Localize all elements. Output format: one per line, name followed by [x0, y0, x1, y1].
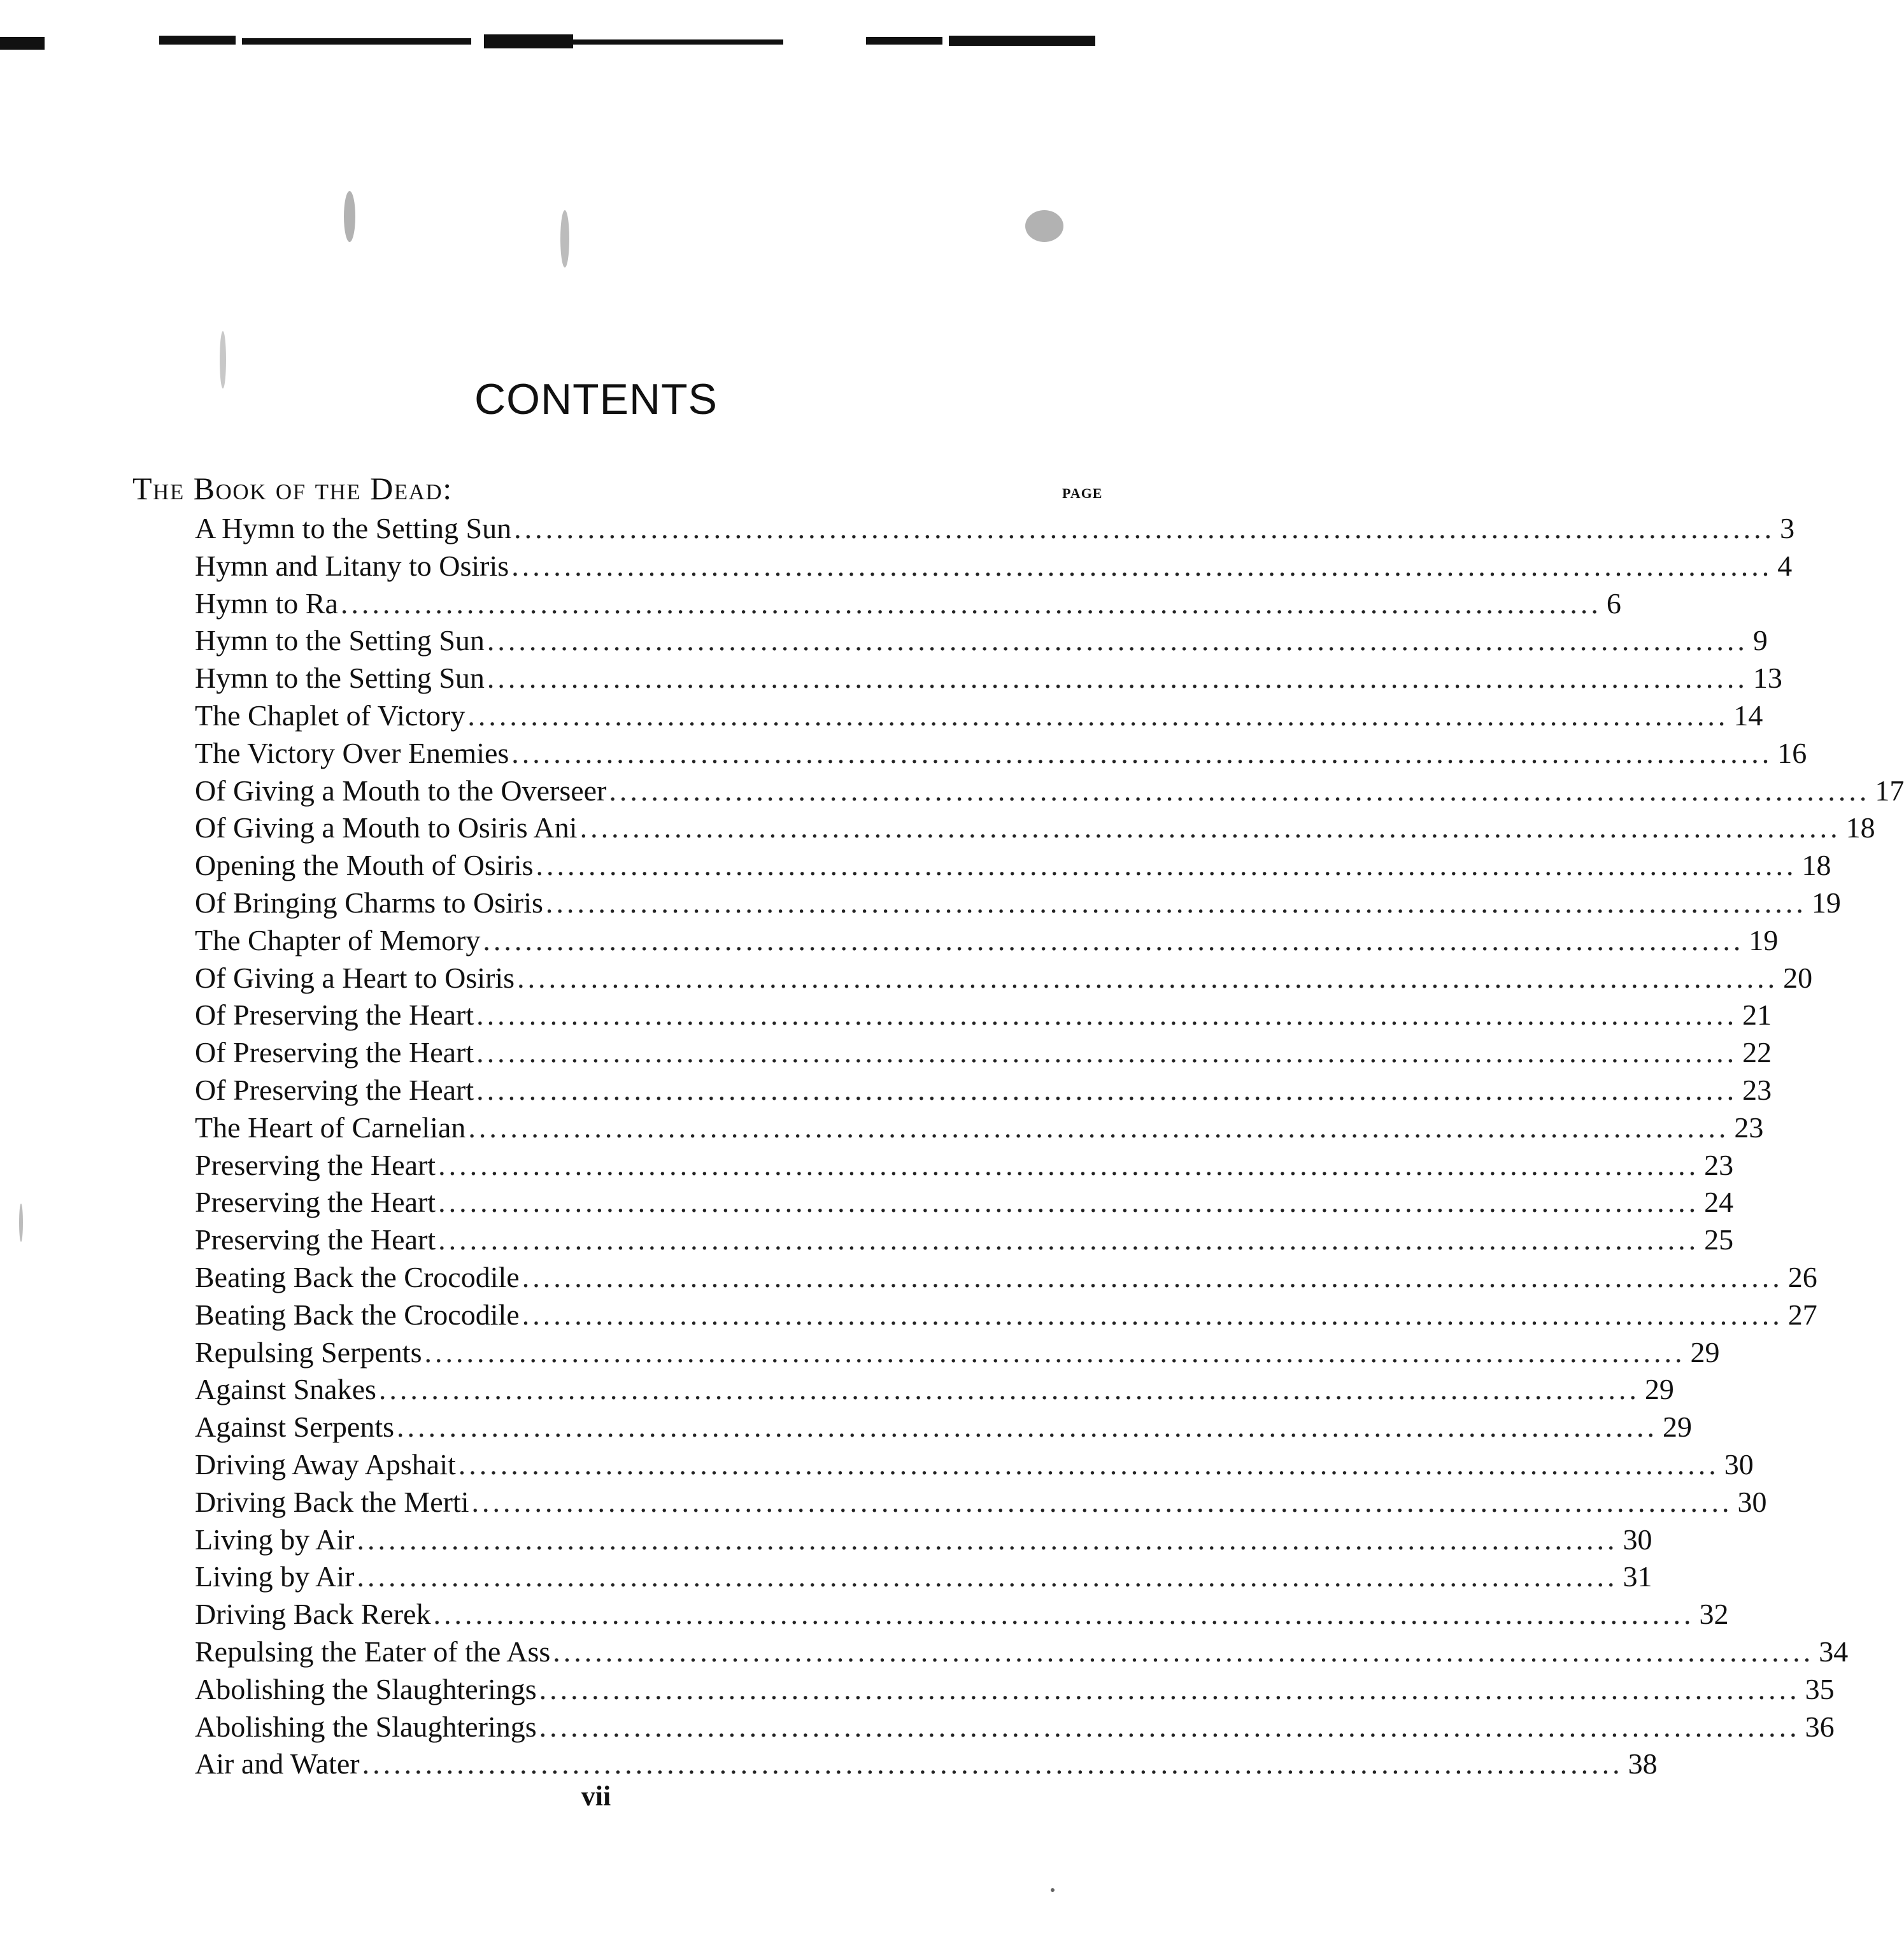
- toc-entry: [195, 622, 1768, 660]
- dot-leader: ........................................................................................................................: [340, 587, 1602, 620]
- toc-entry-title: Driving Back the Merti: [195, 1485, 469, 1518]
- toc-entry-page: 31: [1623, 1560, 1652, 1593]
- toc-entry-title: Hymn to the Setting Sun: [195, 624, 485, 657]
- toc-entry: [195, 547, 1793, 585]
- dot-leader: ........................................................................................................................: [483, 923, 1744, 956]
- toc-entry: [195, 921, 1779, 960]
- toc-entry: [195, 1633, 1849, 1671]
- dot-leader: ........................................................................................................................: [539, 1672, 1800, 1705]
- toc-entry: [195, 509, 1795, 548]
- toc-entry: [195, 1258, 1817, 1297]
- dot-leader: ........................................................................................................................: [468, 1111, 1730, 1144]
- dot-leader: ........................................................................................................................: [378, 1373, 1640, 1406]
- toc-entry-title: Of Bringing Charms to Osiris: [195, 886, 543, 919]
- dot-leader: ........................................................................................................................: [487, 662, 1748, 695]
- toc-entry-page: 14: [1733, 699, 1763, 732]
- toc-entry-title: Living by Air: [195, 1523, 355, 1556]
- dot-leader: ........................................................................................................................: [579, 811, 1841, 844]
- toc-entry-page: 20: [1783, 961, 1813, 994]
- toc-entry-page: 9: [1752, 624, 1768, 657]
- toc-entry-page: 21: [1742, 999, 1772, 1032]
- toc-entry-title: Air and Water: [195, 1747, 360, 1781]
- dot-leader: ........................................................................................................................: [424, 1335, 1686, 1369]
- toc-entry: [195, 1146, 1734, 1184]
- toc-entry-page: 22: [1742, 1036, 1772, 1069]
- toc-entry-title: Against Serpents: [195, 1411, 395, 1444]
- toc-entry-title: Against Snakes: [195, 1373, 376, 1406]
- toc-entry-page: 18: [1845, 811, 1875, 844]
- toc-entry-title: A Hymn to the Setting Sun: [195, 512, 512, 544]
- toc-entry-title: Preserving the Heart: [195, 1148, 436, 1181]
- toc-entry-title: The Victory Over Enemies: [195, 736, 509, 769]
- dot-leader: ........................................................................................................................: [545, 886, 1807, 919]
- toc-entry: [195, 1034, 1772, 1072]
- toc-entry-page: 19: [1811, 886, 1841, 919]
- toc-entry-page: 23: [1704, 1148, 1734, 1181]
- toc-entry-page: 16: [1777, 736, 1807, 769]
- toc-entry-title: Hymn to the Setting Sun: [195, 662, 485, 695]
- toc-entry-page: 6: [1606, 587, 1621, 620]
- dot-leader: ........................................................................................................................: [438, 1148, 1700, 1181]
- toc-entry: [195, 734, 1807, 772]
- toc-entry-title: Hymn to Ra: [195, 587, 338, 620]
- dot-leader: ........................................................................................................................: [553, 1635, 1814, 1668]
- dot-leader: ........................................................................................................................: [539, 1710, 1800, 1743]
- toc-entry-page: 19: [1749, 923, 1779, 956]
- toc-entry-title: Hymn and Litany to Osiris: [195, 549, 509, 582]
- dot-leader: ........................................................................................................................: [476, 1074, 1738, 1106]
- toc-entry-page: 25: [1704, 1223, 1734, 1256]
- toc-entry: [195, 1183, 1734, 1221]
- toc-entry-page: 24: [1704, 1186, 1734, 1219]
- toc-entry-title: Abolishing the Slaughterings: [195, 1672, 537, 1705]
- toc-entry-page: 23: [1742, 1074, 1772, 1106]
- toc-entry-title: Of Giving a Heart to Osiris: [195, 961, 515, 994]
- dot-leader: ........................................................................................................................: [357, 1560, 1618, 1593]
- toc-entry-title: Preserving the Heart: [195, 1223, 436, 1256]
- toc-entry-page: 34: [1819, 1635, 1849, 1668]
- toc-entry-title: Driving Away Apshait: [195, 1448, 456, 1481]
- toc-entry: [195, 1408, 1693, 1446]
- toc-entry: [195, 1708, 1835, 1746]
- toc-entry-title: Opening the Mouth of Osiris: [195, 849, 534, 882]
- toc-entry-title: Living by Air: [195, 1560, 355, 1593]
- toc-entry-page: 18: [1801, 849, 1831, 882]
- dot-leader: ........................................................................................................................: [514, 512, 1775, 544]
- toc-entry-page: 36: [1805, 1710, 1835, 1743]
- toc-entry: [195, 884, 1841, 922]
- toc-entry-page: 13: [1752, 662, 1782, 695]
- toc-entry-page: 26: [1787, 1261, 1817, 1293]
- toc-entry-page: 30: [1623, 1523, 1652, 1556]
- toc-entry-title: The Chapter of Memory: [195, 923, 481, 956]
- toc-entry: [195, 959, 1813, 997]
- toc-entry-page: 38: [1628, 1747, 1658, 1781]
- page-title: CONTENTS: [474, 375, 718, 423]
- toc-entry: [195, 1670, 1835, 1709]
- toc-entry-title: Repulsing Serpents: [195, 1335, 422, 1369]
- toc-entry: [195, 1521, 1652, 1559]
- toc-entry-title: Of Giving a Mouth to Osiris Ani: [195, 811, 578, 844]
- dot-leader: ........................................................................................................................: [487, 624, 1748, 657]
- dot-leader: ........................................................................................................................: [609, 774, 1870, 807]
- toc-entry-title: The Heart of Carnelian: [195, 1111, 466, 1144]
- toc-entry: [195, 1558, 1652, 1596]
- toc-entry-page: 23: [1734, 1111, 1764, 1144]
- toc-entry-page: 29: [1663, 1411, 1693, 1444]
- dot-leader: ........................................................................................................................: [458, 1448, 1719, 1481]
- section-heading: The Book of the Dead:: [132, 471, 453, 506]
- scan-top-edge: [0, 33, 1192, 59]
- toc-entry: [195, 1446, 1754, 1484]
- dot-leader: ........................................................................................................................: [522, 1298, 1783, 1331]
- page-number: vii: [581, 1781, 611, 1812]
- page-column-label: PAGE: [1062, 485, 1103, 501]
- toc-entry: [195, 1296, 1817, 1334]
- dot-leader: ........................................................................................................................: [471, 1485, 1733, 1518]
- toc-entry-title: Of Preserving the Heart: [195, 999, 474, 1032]
- toc-entry-title: Of Giving a Mouth to the Overseer: [195, 774, 607, 807]
- toc-entry-title: Abolishing the Slaughterings: [195, 1710, 537, 1743]
- toc-entry-title: Of Preserving the Heart: [195, 1036, 474, 1069]
- toc-entry-page: 35: [1805, 1672, 1835, 1705]
- toc-entry: [195, 1370, 1674, 1409]
- toc-entry: [195, 1745, 1658, 1783]
- toc-entry-page: 4: [1777, 549, 1793, 582]
- toc-entry: [195, 697, 1763, 735]
- dot-leader: ........................................................................................................................: [362, 1747, 1623, 1781]
- toc-entry-page: 17: [1875, 774, 1904, 807]
- toc-entry-page: 3: [1780, 512, 1795, 544]
- toc-entry: [195, 659, 1782, 697]
- toc-entry-page: 27: [1787, 1298, 1817, 1331]
- toc-entry-title: Beating Back the Crocodile: [195, 1298, 520, 1331]
- dot-leader: ........................................................................................................................: [357, 1523, 1618, 1556]
- toc-entry-title: Of Preserving the Heart: [195, 1074, 474, 1106]
- toc-entry: [195, 996, 1772, 1034]
- dot-leader: ........................................................................................................................: [467, 699, 1729, 732]
- toc-entry: [195, 1483, 1767, 1521]
- toc-entry-title: The Chaplet of Victory: [195, 699, 465, 732]
- toc-entry: [195, 1221, 1734, 1259]
- dot-leader: ........................................................................................................................: [438, 1186, 1700, 1219]
- dot-leader: ........................................................................................................................: [397, 1411, 1658, 1444]
- toc-entry-title: Repulsing the Eater of the Ass: [195, 1635, 551, 1668]
- toc-entry: [195, 772, 1904, 810]
- toc-entry: [195, 846, 1831, 885]
- dot-leader: ........................................................................................................................: [438, 1223, 1700, 1256]
- toc-entry-title: Preserving the Heart: [195, 1186, 436, 1219]
- toc-entry: [195, 1595, 1729, 1633]
- toc-entry-title: Beating Back the Crocodile: [195, 1261, 520, 1293]
- toc-entry: [195, 809, 1875, 847]
- dot-leader: ........................................................................................................................: [517, 961, 1779, 994]
- toc-entry: [195, 1333, 1720, 1372]
- toc-entry-page: 29: [1690, 1335, 1720, 1369]
- dot-leader: ........................................................................................................................: [511, 549, 1773, 582]
- dot-leader: ........................................................................................................................: [433, 1598, 1694, 1631]
- dot-leader: ........................................................................................................................: [536, 849, 1797, 882]
- toc-entry: [195, 1109, 1764, 1147]
- toc-entry-title: Driving Back Rerek: [195, 1598, 431, 1631]
- dot-leader: ........................................................................................................................: [476, 1036, 1738, 1069]
- toc-entry: [195, 585, 1621, 623]
- toc-entry: [195, 1071, 1772, 1109]
- toc-entry-page: 29: [1644, 1373, 1674, 1406]
- toc-entry-page: 32: [1699, 1598, 1729, 1631]
- toc-entry-page: 30: [1724, 1448, 1754, 1481]
- dot-leader: ........................................................................................................................: [476, 999, 1738, 1032]
- dot-leader: ........................................................................................................................: [522, 1261, 1783, 1293]
- dot-leader: ........................................................................................................................: [511, 736, 1773, 769]
- toc-entry-page: 30: [1737, 1485, 1767, 1518]
